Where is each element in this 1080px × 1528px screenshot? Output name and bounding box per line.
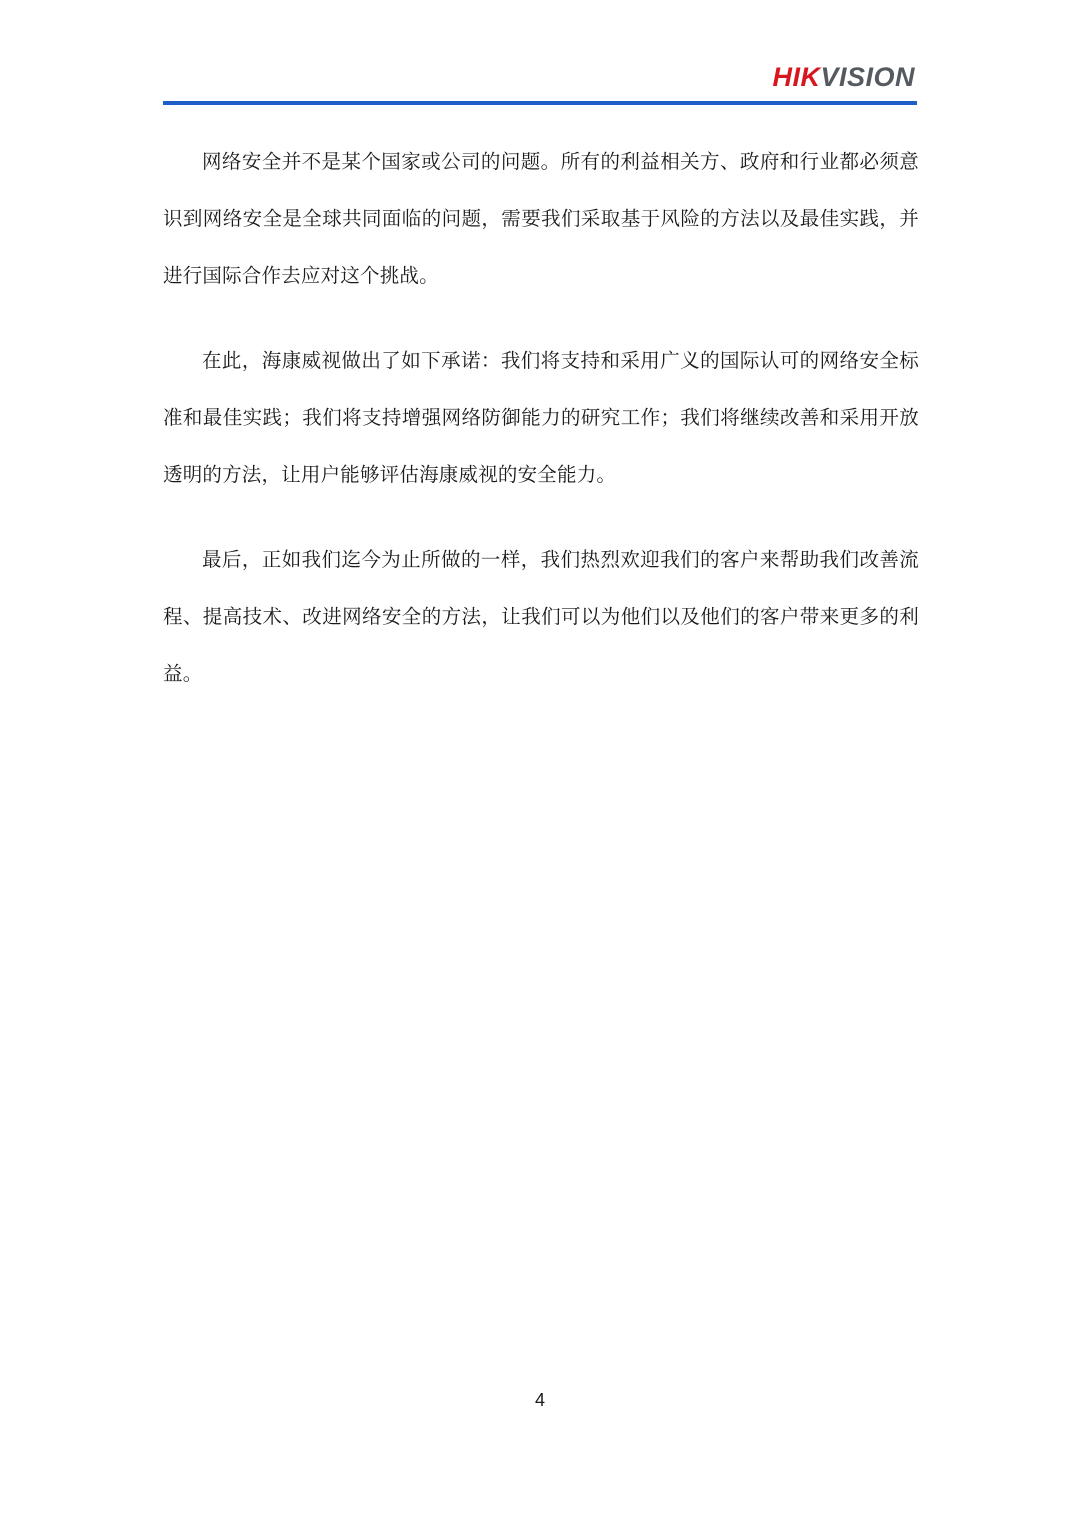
logo-text-hik: HIK — [772, 62, 821, 92]
paragraph: 在此，海康威视做出了如下承诺：我们将支持和采用广义的国际认可的网络安全标准和最佳实践；我们将支持增强网络防御能力的研究工作；我们将继续改善和采用开放透明的方法，让用户能够评估海康威视的安全能力。 — [163, 349, 919, 486]
logo-text-vision: VISION — [820, 62, 915, 92]
header-divider — [163, 101, 917, 105]
page-number: 4 — [534, 1390, 545, 1410]
paragraph: 最后，正如我们迄今为止所做的一样，我们热烈欢迎我们的客户来帮助我们改善流程、提高技术、改进网络安全的方法，让我们可以为他们以及他们的客户带来更多的利益。 — [163, 548, 919, 685]
hikvision-logo — [772, 62, 915, 92]
paragraph: 网络安全并不是某个国家或公司的问题。所有的利益相关方、政府和行业都必须意识到网络安全是全球共同面临的问题，需要我们采取基于风险的方法以及最佳实践，并进行国际合作去应对这个挑战。 — [163, 150, 919, 287]
document-body — [163, 133, 919, 730]
